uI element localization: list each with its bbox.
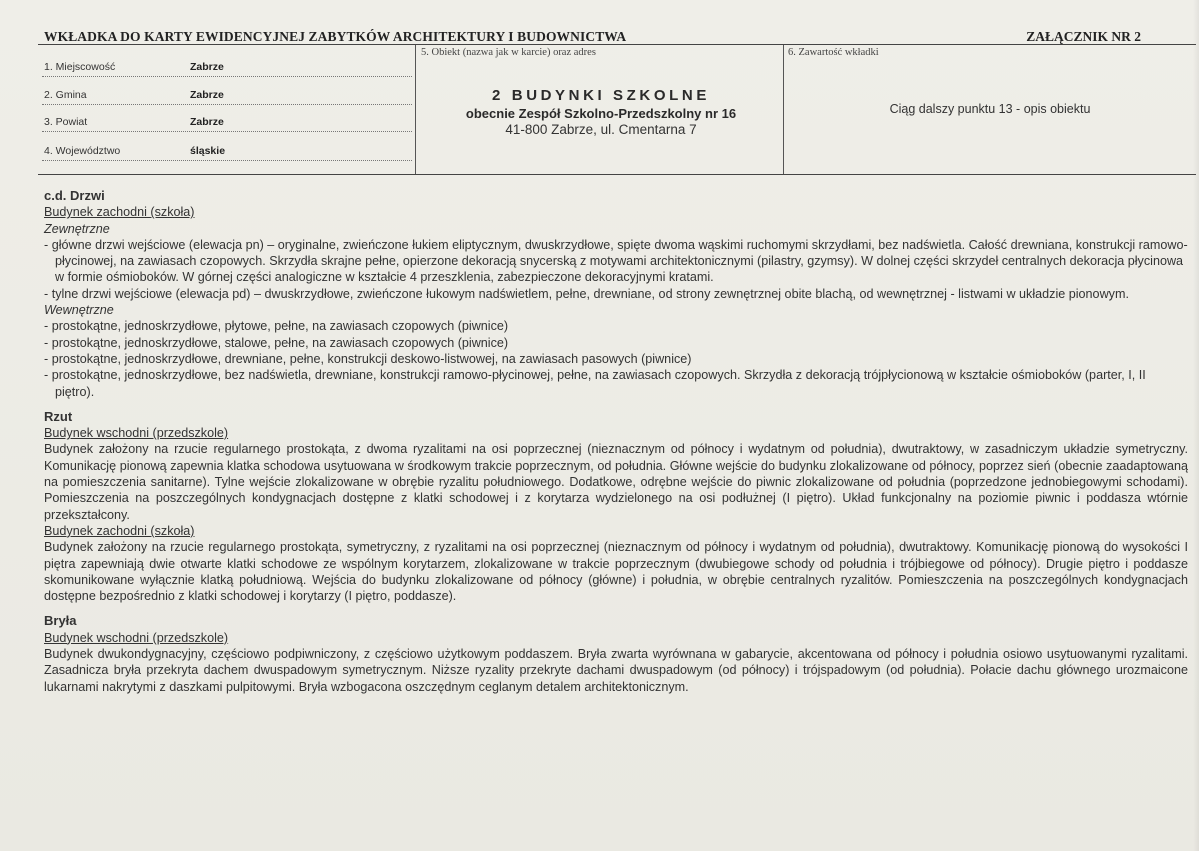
section-title-doors: c.d. Drzwi: [44, 188, 105, 203]
annex-number: ZAŁĄCZNIK NR 2: [1026, 29, 1141, 44]
list-item: - prostokątne, jednoskrzydłowe, stalowe, pełne, na zawiasach czopowych (piwnice): [44, 335, 509, 350]
list-item: - główne drzwi wejściowe (elewacja pn) – oryginalne, zwieńczone łukiem eliptycznym, dwuskrzydłowe, spięte dwoma wąskimi ruchomymi skrzydłami, bez nadświetla. Całość drewniana, konstrukcji ramowo-płycinowej, na zawiasach czopowych. Skrzydła skrajne pełne, opierzone dekoracją snycerską z motywami architektonicznymi (pilastry, gzymsy). W dolnej części skrzydeł centralnych dekoracja płycinowa w formie ośmioboków. W górnej części analogiczne w kształcie 4 przeszklenia, zabezpieczone dekoracyjnymi kratami.: [44, 237, 1188, 285]
object-address: 41-800 Zabrze, ul. Cmentarna 7: [505, 122, 697, 137]
paragraph: Budynek dwukondygnacyjny, częściowo podpiwniczony, z częściowo użytkowym poddaszem. Bryła zwarta wyrównana w gabarycie, akcentowana od północy i południa osiowo usytuowanymi ryzalitami. Zasadnicza bryła przekryta dachem dwuspadowym symetrycznym. Niższe ryzality przekryte dachami dwuspadowym (od północy) i trójspadowym (od południa). Połacie dachu głównego urozmaicone lukarnami nakrytymi z daszkami pulpitowymi. Bryła wzbogacona oszczędnym ceglanym detalem architektonicznym.: [44, 647, 1188, 694]
object-subtitle: obecnie Zespół Szkolno-Przedszkolny nr 16: [465, 106, 737, 121]
paragraph: Budynek założony na rzucie regularnego prostokąta, symetryczny, z ryzalitami na osi poprzecznej (nieznacznym od północy i wydatnym od południa), dwutraktowy. Komunikację pionową do wysokości I piętra zapewniają dwie otwarte klatki schodowe ze wspólnym korytarzem, zlokalizowane w trakcie poprzecznym (dwubiegowe schody od południa i trójbiegowe od północy). Drugie piętro i poddasze skomunikowane wyłącznie klatką południową. Wejścia do budynku zlokalizowane od północy (główne) i południa, w obrębie centralnych ryzalitów. Pomieszczenia na poszczególnych kondygnacjach dostępne bezpośrednio z klatki schodowej i korytarzy (I piętro, poddasze).: [44, 540, 1188, 604]
field-county: [42, 105, 412, 132]
field-label: 4. Województwo: [44, 145, 121, 157]
field-label: 3. Powiat: [44, 116, 88, 128]
spacer: [44, 400, 1188, 409]
section-title-massing: Bryła: [44, 613, 77, 629]
page-edge: [1193, 0, 1199, 851]
field-label: 2. Gmina: [44, 89, 87, 101]
table-divider: [415, 45, 416, 174]
list-item: - prostokątne, jednoskrzydłowe, płytowe, pełne, na zawiasach czopowych (piwnice): [44, 319, 509, 334]
field-commune: [42, 78, 412, 105]
field-value: Zabrze: [190, 61, 224, 73]
subheading-west-building: Budynek zachodni (szkoła): [44, 205, 195, 220]
label-interior: Wewnętrzne: [44, 303, 114, 318]
field-value: śląskie: [190, 145, 226, 157]
object-info: [418, 87, 784, 137]
subheading-east-building: Budynek wschodni (przedszkole): [44, 630, 229, 645]
field-locality: [42, 50, 412, 77]
section-title-plan: Rzut: [44, 408, 73, 424]
field-value: Zabrze: [190, 89, 224, 101]
object-caption: 5. Obiekt (nazwa jak w karcie) oraz adres: [421, 47, 596, 58]
header-table: [38, 44, 1196, 175]
document-body: [44, 188, 1188, 695]
object-name: 2 BUDYNKI SZKOLNE: [492, 87, 710, 104]
field-value: Zabrze: [190, 116, 224, 128]
subheading-west-building: Budynek zachodni (szkoła): [44, 523, 195, 538]
list-item: - prostokątne, jednoskrzydłowe, bez nadświetla, drewniane, konstrukcji ramowo-płycinowej, pełne, na zawiasach czopowych. Skrzydła z dekoracją trójpłycionową w kształcie ośmioboków (parter, I, II piętro).: [44, 368, 1146, 399]
document-title: WKŁADKA DO KARTY EWIDENCYJNEJ ZABYTKÓW ARCHITEKTURY I BUDOWNICTWA: [44, 29, 627, 44]
label-exterior: Zewnętrzne: [44, 221, 110, 236]
contents-caption: 6. Zawartość wkładki: [788, 47, 879, 58]
list-item: - prostokątne, jednoskrzydłowe, drewniane, pełne, konstrukcji deskowo-listwowej, na zawiasach pasowych (piwnice): [44, 351, 692, 366]
field-voivodeship: [42, 134, 412, 161]
list-item: - tylne drzwi wejściowe (elewacja pd) – dwuskrzydłowe, zwieńczone łukowym nadświetlem, pełne, drewniane, od strony zewnętrznej obite blachą, od wewnętrznej - listwami w układzie pionowym.: [44, 286, 1129, 301]
contents-text: Ciąg dalszy punktu 13 - opis obiektu: [889, 102, 1091, 116]
subheading-east-building: Budynek wschodni (przedszkole): [44, 426, 229, 441]
spacer: [44, 604, 1188, 613]
paragraph: Budynek założony na rzucie regularnego prostokąta, z dwoma ryzalitami na osi poprzecznej (nieznacznym od północy i wydatnym od południa), dwutraktowy, w zasadniczym układzie symetryczny. Komunikację pionową zapewnia klatka schodowa usytuowana w środkowym trakcie poprzecznym, od południa. Główne wejście do budynku zlokalizowane od północy, poprzez sień (obecnie zaadaptowaną na pomieszczenia sanitarne). Tylne wejście zlokalizowane w obrębie ryzalitu południowego. Dodatkowe, odrębne wejście do piwnic zlokalizowane od południa (poprzedzone jednobiegowymi schodami). Pomieszczenia na poszczególnych kondygnacjach dostępne z klatki schodowej i z korytarza wydzielonego na osi podłużnej (I piętro). Układ funkcjonalny na poziomie piwnic i poddasza wtórnie przekształcony.: [44, 442, 1188, 522]
field-label: 1. Miejscowość: [44, 61, 116, 73]
